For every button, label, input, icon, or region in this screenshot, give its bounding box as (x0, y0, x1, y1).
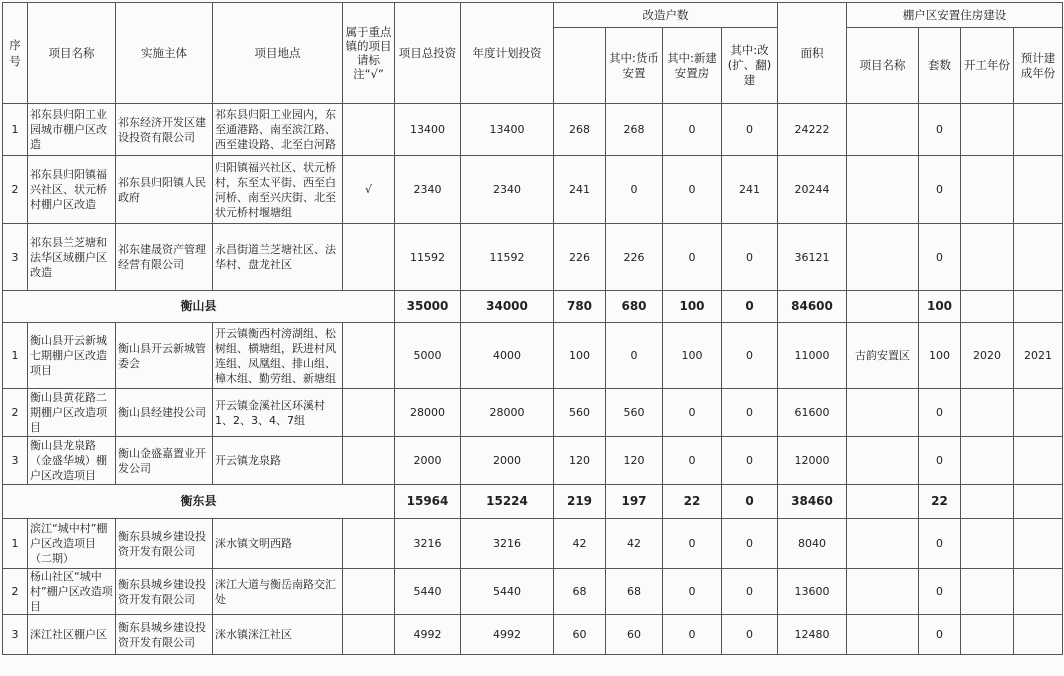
row-key-town (343, 437, 395, 485)
section-total-area: 38460 (778, 485, 847, 519)
header-hh-rebuild: 其中:改(扩、翻)建 (722, 28, 778, 104)
row-rs-finish (1014, 104, 1063, 156)
table-row (3, 156, 1063, 224)
row-annual-invest: 4992 (461, 615, 554, 655)
row-key-town (343, 224, 395, 291)
section-title: 衡山县 (3, 291, 395, 323)
header-seq: 序号 (3, 3, 28, 104)
section-total-new: 22 (663, 485, 722, 519)
row-rs-sets: 0 (919, 437, 961, 485)
section-total-area: 84600 (778, 291, 847, 323)
row-rs-name (847, 615, 919, 655)
row-area: 61600 (778, 389, 847, 437)
row-hh-new: 100 (663, 323, 722, 389)
section-total-hh: 780 (554, 291, 606, 323)
header-hh-new: 其中:新建安置房 (663, 28, 722, 104)
table-row (3, 224, 1063, 291)
row-key-town (343, 104, 395, 156)
row-annual-invest: 13400 (461, 104, 554, 156)
header-project-name: 项目名称 (28, 3, 116, 104)
row-rs-start (961, 156, 1014, 224)
row-hh-rebuild: 0 (722, 519, 778, 569)
row-households: 241 (554, 156, 606, 224)
row-key-town (343, 569, 395, 615)
section-total-rs-name (847, 291, 919, 323)
row-rs-finish (1014, 156, 1063, 224)
row-hh-new: 0 (663, 224, 722, 291)
row-entity: 衡山县开云新城管委会 (116, 323, 213, 389)
row-annual-invest: 2340 (461, 156, 554, 224)
table-row (3, 519, 1063, 569)
row-rs-name (847, 224, 919, 291)
section-total-rs-name (847, 485, 919, 519)
row-hh-cash: 560 (606, 389, 663, 437)
header-annual-invest: 年度计划投资 (461, 3, 554, 104)
section-total-rs-sets: 22 (919, 485, 961, 519)
header-resettle: 棚户区安置住房建设 (847, 3, 1063, 28)
section-total-annual: 34000 (461, 291, 554, 323)
row-rs-name (847, 519, 919, 569)
row-area: 11000 (778, 323, 847, 389)
table-row (3, 437, 1063, 485)
table-row (3, 323, 1063, 389)
row-rs-finish (1014, 569, 1063, 615)
row-location: 永昌街道兰芝塘社区、法华村、盘龙社区 (213, 224, 343, 291)
row-project-name: 衡山县黄花路二期棚户区改造项目 (28, 389, 116, 437)
row-total-invest: 13400 (395, 104, 461, 156)
row-annual-invest: 2000 (461, 437, 554, 485)
section-total-annual: 15224 (461, 485, 554, 519)
row-location: 洣水镇文明西路 (213, 519, 343, 569)
row-entity: 衡山金盛嘉置业开发公司 (116, 437, 213, 485)
section-total-rs-start (961, 291, 1014, 323)
row-entity: 祁东县归阳镇人民政府 (116, 156, 213, 224)
row-hh-new: 0 (663, 156, 722, 224)
row-rs-name (847, 389, 919, 437)
header-households: 改造户数 (554, 3, 778, 28)
row-hh-rebuild: 0 (722, 224, 778, 291)
row-hh-cash: 60 (606, 615, 663, 655)
row-total-invest: 5440 (395, 569, 461, 615)
row-project-name: 洣江社区棚户区 (28, 615, 116, 655)
row-area: 8040 (778, 519, 847, 569)
row-annual-invest: 11592 (461, 224, 554, 291)
row-rs-start (961, 519, 1014, 569)
row-hh-cash: 268 (606, 104, 663, 156)
row-households: 60 (554, 615, 606, 655)
row-total-invest: 2000 (395, 437, 461, 485)
row-annual-invest: 4000 (461, 323, 554, 389)
row-hh-new: 0 (663, 615, 722, 655)
row-households: 268 (554, 104, 606, 156)
row-entity: 祁东建晟资产管理经营有限公司 (116, 224, 213, 291)
section-total-total: 15964 (395, 485, 461, 519)
row-rs-name: 古韵安置区 (847, 323, 919, 389)
row-rs-name (847, 104, 919, 156)
row-hh-cash: 226 (606, 224, 663, 291)
section-total-rs-finish (1014, 291, 1063, 323)
header-key-town: 属于重点镇的项目请标注“√” (343, 3, 395, 104)
row-hh-rebuild: 0 (722, 104, 778, 156)
row-rs-sets: 0 (919, 519, 961, 569)
header-rs-start: 开工年份 (961, 28, 1014, 104)
table-row (3, 615, 1063, 655)
row-seq: 2 (3, 156, 28, 224)
row-key-town (343, 389, 395, 437)
row-entity: 衡东县城乡建设投资开发有限公司 (116, 569, 213, 615)
row-total-invest: 28000 (395, 389, 461, 437)
row-hh-rebuild: 0 (722, 437, 778, 485)
row-rs-finish (1014, 224, 1063, 291)
row-hh-rebuild: 0 (722, 389, 778, 437)
section-total-total: 35000 (395, 291, 461, 323)
row-seq: 3 (3, 437, 28, 485)
row-project-name: 衡山县开云新城七期棚户区改造项目 (28, 323, 116, 389)
row-total-invest: 2340 (395, 156, 461, 224)
header-entity: 实施主体 (116, 3, 213, 104)
row-annual-invest: 5440 (461, 569, 554, 615)
row-hh-cash: 42 (606, 519, 663, 569)
row-rs-name (847, 437, 919, 485)
row-rs-start (961, 437, 1014, 485)
row-project-name: 滨江“城中村”棚户区改造项目（二期） (28, 519, 116, 569)
row-project-name: 祁东县归阳工业园城市棚户区改造 (28, 104, 116, 156)
row-rs-sets: 0 (919, 389, 961, 437)
row-area: 36121 (778, 224, 847, 291)
row-hh-cash: 0 (606, 323, 663, 389)
row-entity: 衡东县城乡建设投资开发有限公司 (116, 519, 213, 569)
row-location: 洣水镇洣江社区 (213, 615, 343, 655)
row-households: 68 (554, 569, 606, 615)
header-rs-name: 项目名称 (847, 28, 919, 104)
row-hh-new: 0 (663, 104, 722, 156)
row-rs-sets: 100 (919, 323, 961, 389)
row-rs-finish (1014, 389, 1063, 437)
row-location: 开云镇龙泉路 (213, 437, 343, 485)
table-row (3, 389, 1063, 437)
row-project-name: 祁东县兰芝塘和法华区域棚户区改造 (28, 224, 116, 291)
row-total-invest: 5000 (395, 323, 461, 389)
row-key-town (343, 323, 395, 389)
row-area: 13600 (778, 569, 847, 615)
row-hh-rebuild: 0 (722, 569, 778, 615)
row-project-name: 衡山县龙泉路（金盛华城）棚户区改造项目 (28, 437, 116, 485)
section-total-rebuild: 0 (722, 485, 778, 519)
header-area: 面积 (778, 3, 847, 104)
row-hh-new: 0 (663, 569, 722, 615)
row-area: 12480 (778, 615, 847, 655)
row-location: 开云镇衡西村滂湖组、松树组、横塘组，跃进村风连组、凤凰组、排山组、樟木组、勤劳组、新塘组 (213, 323, 343, 389)
row-rs-sets: 0 (919, 156, 961, 224)
header-rs-sets: 套数 (919, 28, 961, 104)
section-total-rs-sets: 100 (919, 291, 961, 323)
row-key-town (343, 519, 395, 569)
section-total-cash: 197 (606, 485, 663, 519)
header-location: 项目地点 (213, 3, 343, 104)
row-households: 42 (554, 519, 606, 569)
row-total-invest: 3216 (395, 519, 461, 569)
row-rs-sets: 0 (919, 224, 961, 291)
section-total-hh: 219 (554, 485, 606, 519)
row-rs-finish: 2021 (1014, 323, 1063, 389)
row-households: 120 (554, 437, 606, 485)
row-seq: 3 (3, 615, 28, 655)
section-total-cash: 680 (606, 291, 663, 323)
section-total-rs-start (961, 485, 1014, 519)
row-households: 226 (554, 224, 606, 291)
row-rs-sets: 0 (919, 569, 961, 615)
row-annual-invest: 3216 (461, 519, 554, 569)
row-key-town (343, 615, 395, 655)
section-total-row (3, 485, 1063, 519)
row-total-invest: 4992 (395, 615, 461, 655)
row-rs-start (961, 389, 1014, 437)
row-rs-name (847, 156, 919, 224)
row-seq: 2 (3, 569, 28, 615)
row-seq: 1 (3, 323, 28, 389)
header-rs-finish: 预计建成年份 (1014, 28, 1063, 104)
row-rs-start (961, 104, 1014, 156)
row-rs-start: 2020 (961, 323, 1014, 389)
row-project-name: 杨山社区“城中村”棚户区改造项目 (28, 569, 116, 615)
header-hh-total (554, 28, 606, 104)
table-row (3, 104, 1063, 156)
row-area: 12000 (778, 437, 847, 485)
housing-project-table (2, 2, 1063, 655)
row-hh-new: 0 (663, 389, 722, 437)
row-location: 开云镇金溪社区环溪村1、2、3、4、7组 (213, 389, 343, 437)
row-seq: 1 (3, 104, 28, 156)
row-hh-rebuild: 241 (722, 156, 778, 224)
row-hh-cash: 68 (606, 569, 663, 615)
row-rs-start (961, 224, 1014, 291)
row-households: 100 (554, 323, 606, 389)
row-rs-start (961, 569, 1014, 615)
row-rs-finish (1014, 519, 1063, 569)
row-rs-start (961, 615, 1014, 655)
row-rs-sets: 0 (919, 615, 961, 655)
header-hh-cash: 其中:货币安置 (606, 28, 663, 104)
row-annual-invest: 28000 (461, 389, 554, 437)
row-hh-new: 0 (663, 519, 722, 569)
row-seq: 3 (3, 224, 28, 291)
section-total-rebuild: 0 (722, 291, 778, 323)
row-location: 祁东县归阳工业园内，东至通港路、南至滨江路、西至建设路、北至白河路 (213, 104, 343, 156)
row-seq: 1 (3, 519, 28, 569)
row-entity: 祁东经济开发区建设投资有限公司 (116, 104, 213, 156)
row-hh-cash: 120 (606, 437, 663, 485)
row-seq: 2 (3, 389, 28, 437)
row-entity: 衡山县经建投公司 (116, 389, 213, 437)
row-total-invest: 11592 (395, 224, 461, 291)
row-location: 归阳镇福兴社区、状元桥村，东至太平街、西至白河桥、南至兴庆街、北至状元桥村堰塘组 (213, 156, 343, 224)
section-total-row (3, 291, 1063, 323)
row-rs-finish (1014, 437, 1063, 485)
row-rs-finish (1014, 615, 1063, 655)
section-title: 衡东县 (3, 485, 395, 519)
row-area: 20244 (778, 156, 847, 224)
row-hh-rebuild: 0 (722, 323, 778, 389)
row-rs-name (847, 569, 919, 615)
row-hh-rebuild: 0 (722, 615, 778, 655)
row-hh-cash: 0 (606, 156, 663, 224)
row-area: 24222 (778, 104, 847, 156)
section-total-rs-finish (1014, 485, 1063, 519)
row-households: 560 (554, 389, 606, 437)
row-location: 洣江大道与衡岳南路交汇处 (213, 569, 343, 615)
section-total-new: 100 (663, 291, 722, 323)
row-key-town: √ (343, 156, 395, 224)
row-entity: 衡东县城乡建设投资开发有限公司 (116, 615, 213, 655)
row-hh-new: 0 (663, 437, 722, 485)
header-total-invest: 项目总投资 (395, 3, 461, 104)
row-project-name: 祁东县归阳镇福兴社区、状元桥村棚户区改造 (28, 156, 116, 224)
table-row (3, 569, 1063, 615)
row-rs-sets: 0 (919, 104, 961, 156)
